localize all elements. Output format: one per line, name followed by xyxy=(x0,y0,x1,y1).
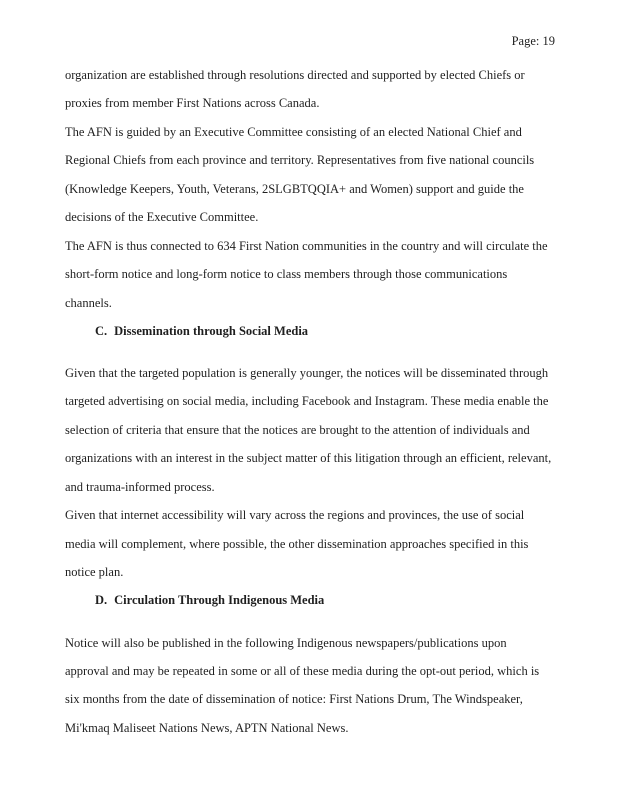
text-line: Regional Chiefs from each province and territory. Representatives from five national councils xyxy=(65,153,535,168)
paragraph xyxy=(65,118,570,232)
text-line: Given that internet accessibility will vary across the regions and provinces, the use of social xyxy=(65,508,525,523)
text-line: approval and may be repeated in some or all of these media during the opt-out period, which is xyxy=(65,663,540,678)
text-line: channels. xyxy=(65,295,112,310)
text-line: targeted advertising on social media, including Facebook and Instagram. These media enable the xyxy=(65,394,549,409)
text-line: Notice will also be published in the following Indigenous newspapers/publications upon xyxy=(65,635,507,650)
text-line: six months from the date of dissemination of notice: First Nations Drum, The Windspeaker, xyxy=(65,692,523,707)
text-line: (Knowledge Keepers, Youth, Veterans, 2SLGBTQQIA+ and Women) support and guide the xyxy=(65,181,524,196)
section-title: Circulation Through Indigenous Media xyxy=(114,593,325,608)
section-letter: D. xyxy=(95,593,108,608)
section-heading-d xyxy=(65,586,570,614)
section-heading-c xyxy=(65,317,570,345)
text-line: decisions of the Executive Committee. xyxy=(65,210,259,225)
text-line: Given that the targeted population is generally younger, the notices will be disseminated through xyxy=(65,365,549,380)
paragraph xyxy=(65,61,570,118)
text-line: The AFN is guided by an Executive Committee consisting of an elected National Chief and xyxy=(65,124,522,139)
text-line: The AFN is thus connected to 634 First Nation communities in the country and will circulate the xyxy=(65,238,548,253)
text-line: selection of criteria that ensure that the notices are brought to the attention of individuals and xyxy=(65,422,530,437)
paragraph xyxy=(65,501,570,586)
text-line: Mi'kmaq Maliseet Nations News, APTN National News. xyxy=(65,720,349,735)
paragraph xyxy=(65,629,570,743)
page-number: Page: 19 xyxy=(511,34,555,48)
text-line: media will complement, where possible, the other dissemination approaches specified in this xyxy=(65,536,529,551)
paragraph xyxy=(65,232,570,317)
paragraph xyxy=(65,359,570,501)
text-line: and trauma-informed process. xyxy=(65,479,215,494)
section-letter: C. xyxy=(95,323,108,338)
text-line: proxies from member First Nations across Canada. xyxy=(65,96,320,111)
text-line: organizations with an interest in the subject matter of this litigation through an efficient, relevant, xyxy=(65,451,552,466)
document-body xyxy=(65,61,570,742)
text-line: notice plan. xyxy=(65,565,124,580)
section-title: Dissemination through Social Media xyxy=(114,323,309,338)
text-line: short-form notice and long-form notice to class members through those communications xyxy=(65,267,508,282)
text-line: organization are established through resolutions directed and supported by elected Chiefs or xyxy=(65,68,525,82)
